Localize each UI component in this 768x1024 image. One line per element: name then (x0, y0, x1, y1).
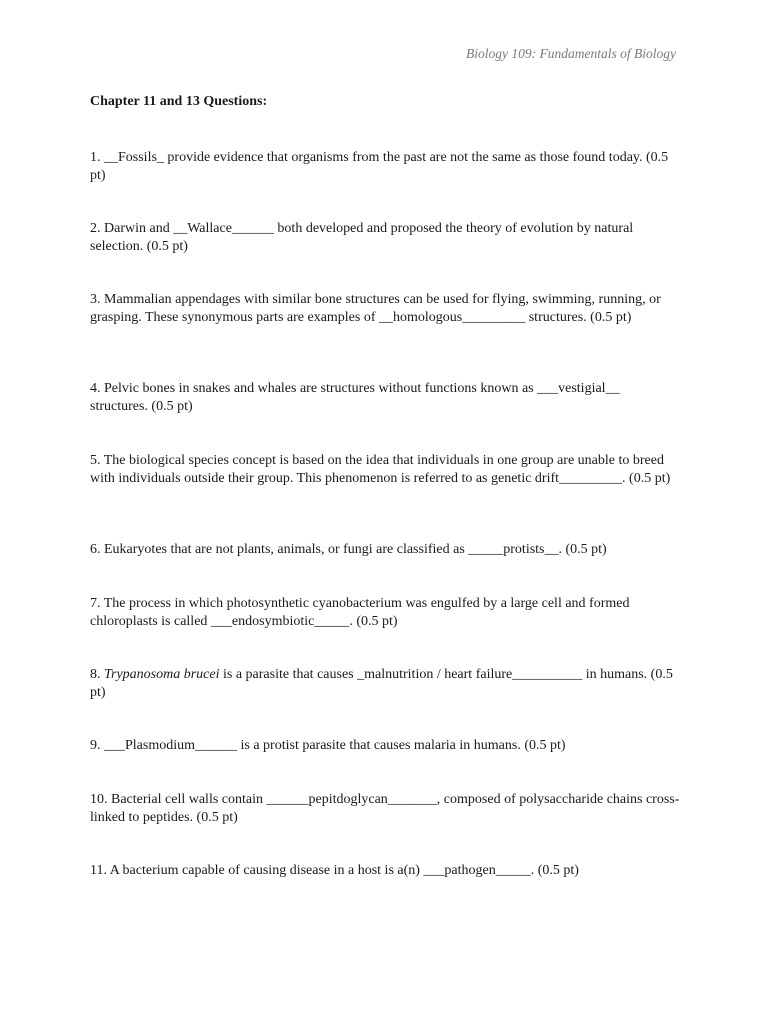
question-7: 7. The process in which photosynthetic cyanobacterium was engulfed by a large cell and formed chloroplasts is called ___endosymbiotic_____. (0.5 pt) (90, 596, 630, 629)
question-11: 11. A bacterium capable of causing disease in a host is a(n) ___pathogen_____. (0.5 pt) (90, 863, 579, 878)
page-title: Chapter 11 and 13 Questions: (90, 94, 268, 109)
course-header: Biology 109: Fundamentals of Biology (466, 46, 676, 61)
question-10: 10. Bacterial cell walls contain ______pepitdoglycan_______, composed of polysaccharide chains cross-linked to peptides. (0.5 pt) (90, 792, 680, 825)
species-name: Trypanosoma brucei (104, 667, 220, 682)
question-8-text: is a parasite that causes _malnutrition / heart failure__________ in humans. (0.5 pt) (90, 667, 673, 700)
question-5: 5. The biological species concept is based on the idea that individuals in one group are unable to breed with individuals outside their group. This phenomenon is referred to as genetic drift_________. (0.5 pt) (90, 453, 671, 486)
question-6: 6. Eukaryotes that are not plants, animals, or fungi are classified as _____protists__. (0.5 pt) (90, 542, 607, 557)
question-9: 9. ___Plasmodium______ is a protist parasite that causes malaria in humans. (0.5 pt) (90, 738, 566, 753)
question-3: 3. Mammalian appendages with similar bone structures can be used for flying, swimming, running, or grasping. These synonymous parts are examples of __homologous_________ structures. (0.5 pt) (90, 292, 661, 325)
question-8-number: 8. (90, 667, 104, 682)
question-8 (90, 666, 680, 702)
question-2: 2. Darwin and __Wallace______ both developed and proposed the theory of evolution by natural selection. (0.5 pt) (90, 221, 634, 254)
question-4: 4. Pelvic bones in snakes and whales are structures without functions known as ___vestigial__ structures. (0.5 pt) (90, 381, 620, 414)
question-1: 1. __Fossils_ provide evidence that organisms from the past are not the same as those found today. (0.5 pt) (90, 150, 669, 183)
